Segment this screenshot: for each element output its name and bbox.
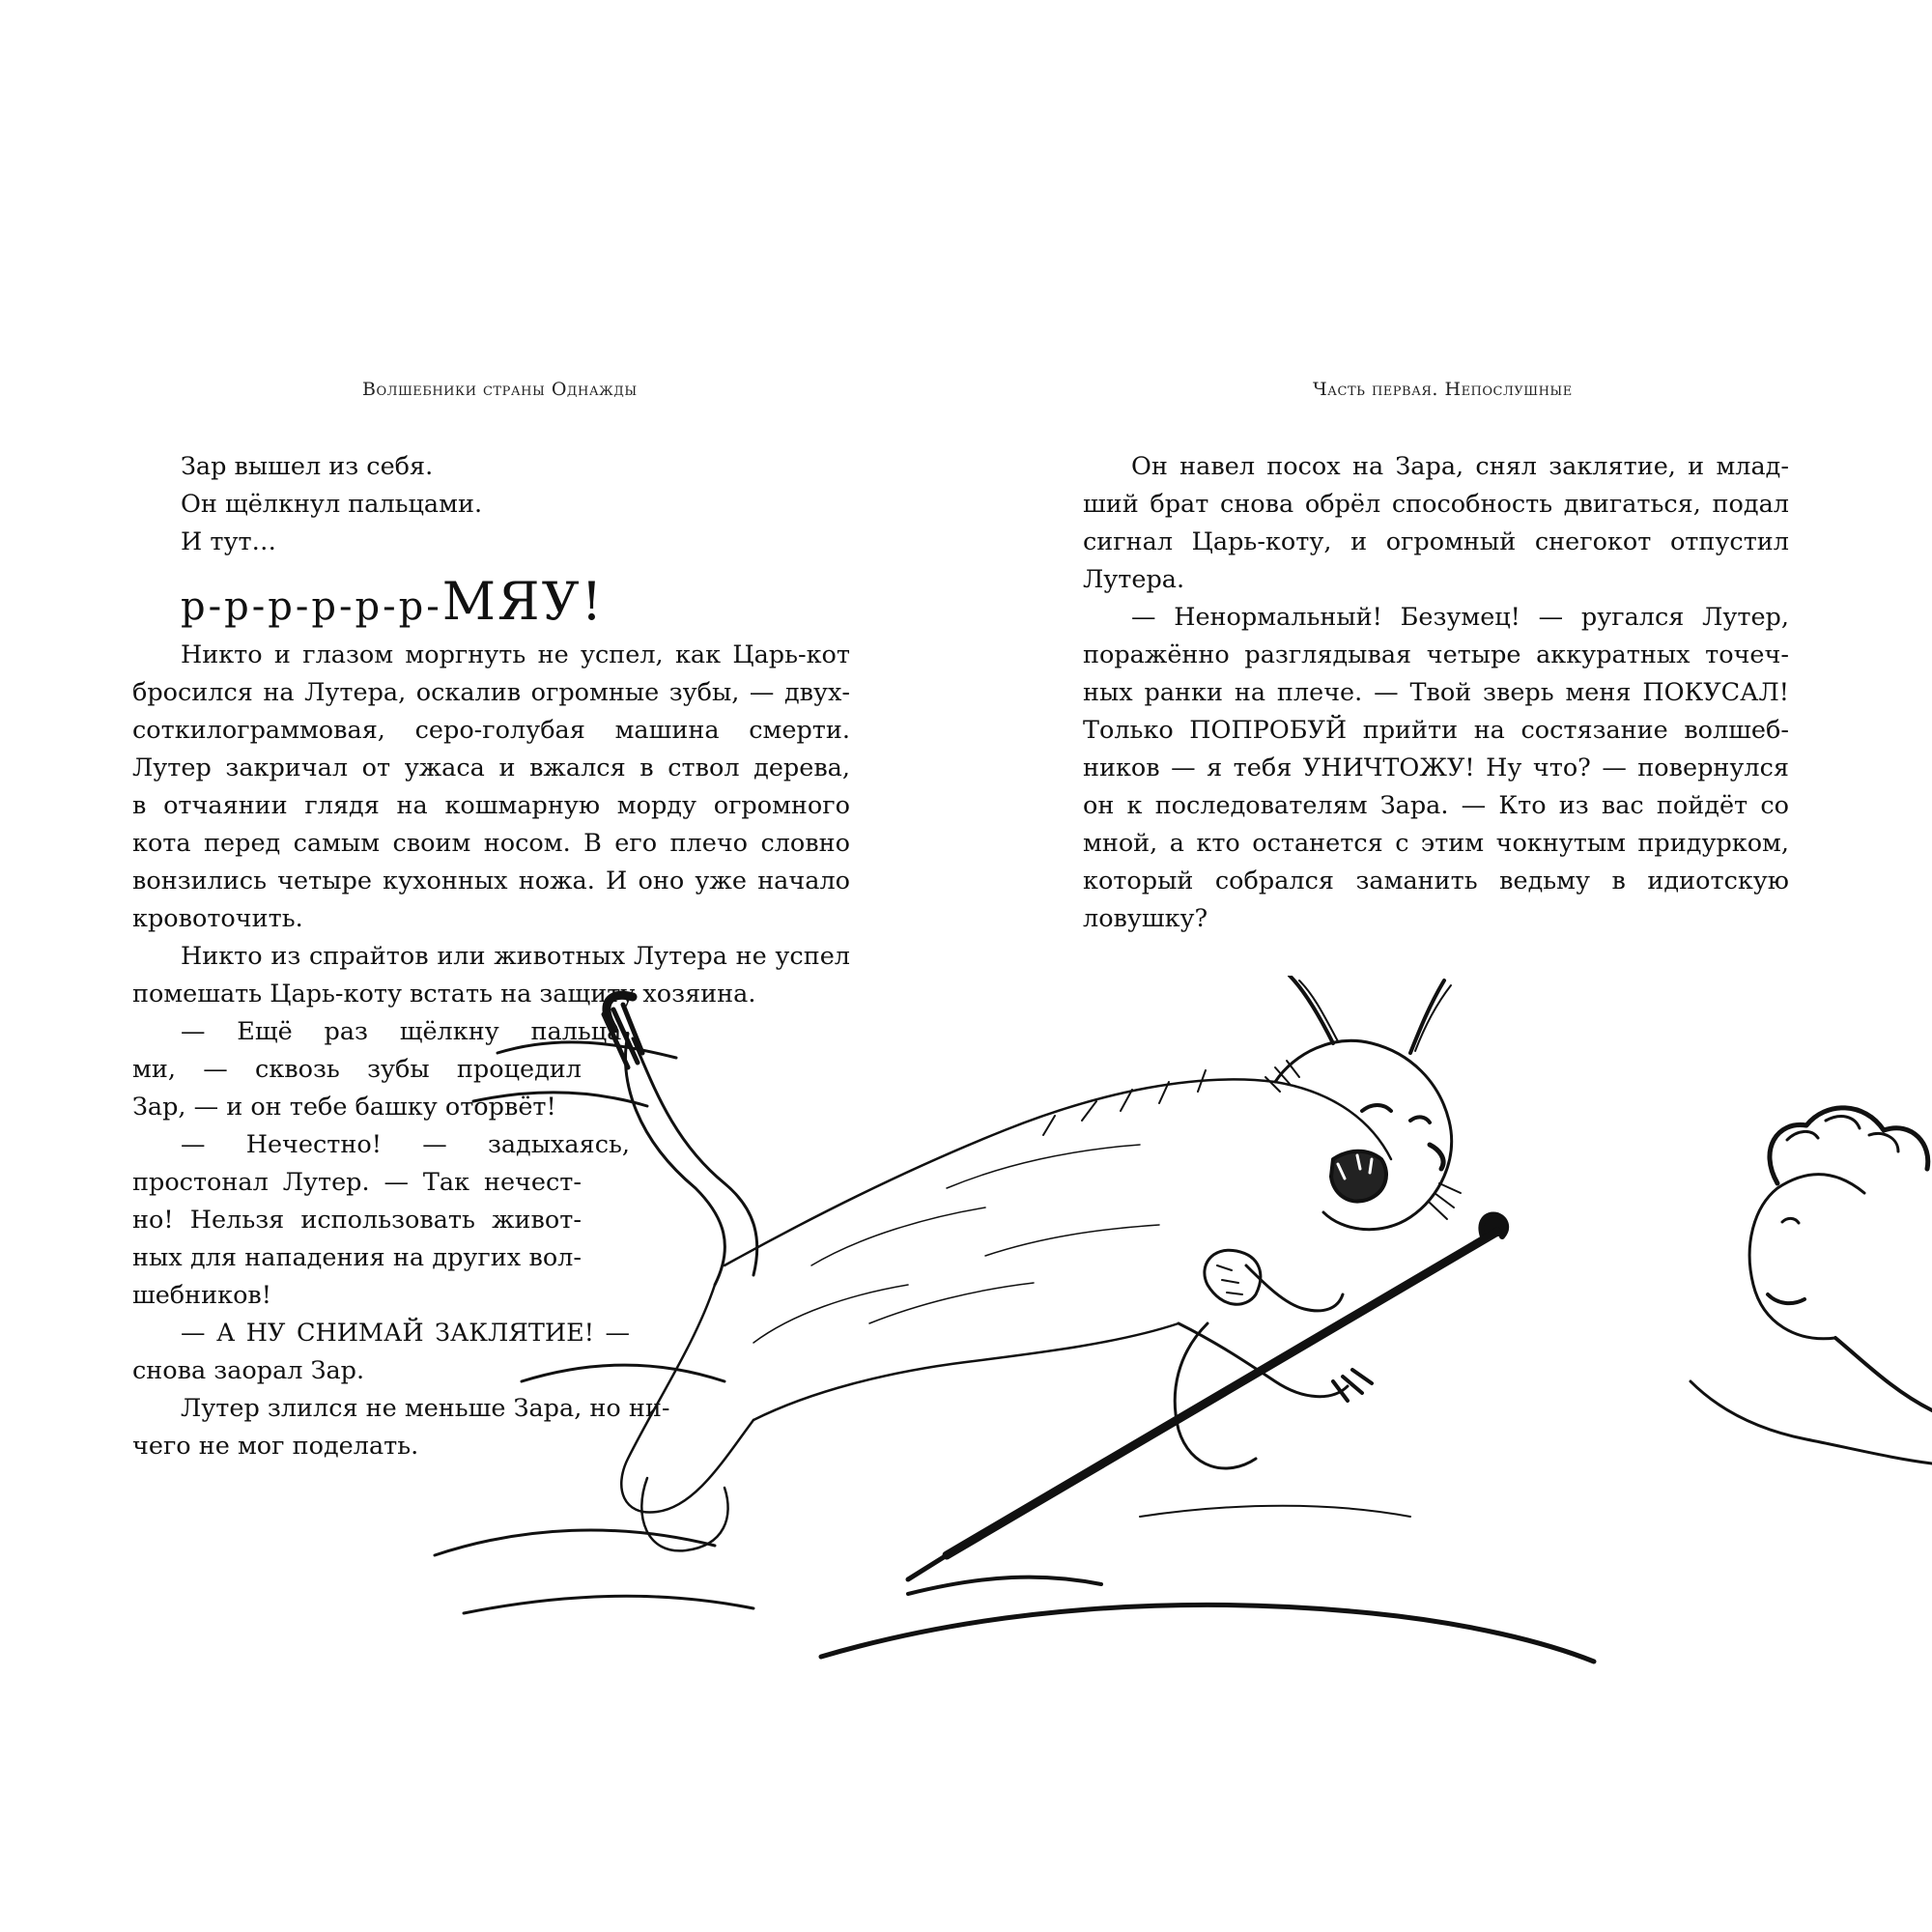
text-line: помешать Царь-коту встать на защиту хозяина. xyxy=(132,980,756,1009)
lynx-attack-illustration xyxy=(406,976,1932,1671)
right-body-text xyxy=(1083,448,1789,938)
text-line: ловушку? xyxy=(1083,904,1208,933)
text-line: мной, а кто останется с этим чокнутым придурком, xyxy=(1083,829,1789,858)
text-line: вонзились четыре кухонных ножа. И оно уже начало xyxy=(132,867,850,895)
text-line: Только ПОПРОБУЙ прийти на состязание волшеб- xyxy=(1083,716,1789,745)
text-line: Зар, — и он тебе башку оторвёт! xyxy=(132,1093,556,1122)
text-line: поражённо разглядывая четыре аккуратных точеч- xyxy=(1083,640,1789,669)
text-line: Зар вышел из себя. xyxy=(181,452,434,481)
text-line: снова заорал Зар. xyxy=(132,1356,365,1385)
speed-lines xyxy=(435,1042,1594,1662)
boy-hands xyxy=(1175,1250,1261,1468)
lynx-tail xyxy=(604,995,757,1285)
text-line: который собрался заманить ведьму в идиотскую xyxy=(1083,867,1789,895)
text-line: в отчаянии глядя на кошмарную морду огромного xyxy=(132,791,850,820)
text-line: Никто и глазом моргнуть не успел, как Царь-кот xyxy=(181,640,850,669)
text-line: простонал Лутер. — Так нечест- xyxy=(132,1168,582,1197)
text-line: бросился на Лутера, оскалив огромные зубы, — двух- xyxy=(132,678,850,707)
text-line: ных ранки на плече. — Твой зверь меня ПОКУСАЛ! xyxy=(1083,678,1789,707)
text-line: — А НУ СНИМАЙ ЗАКЛЯТИЕ! — xyxy=(181,1319,630,1348)
text-line: Лутер злился не меньше Зара, но ни- xyxy=(181,1394,670,1423)
text-line: сигнал Царь-коту, и огромный снегокот отпустил xyxy=(1083,527,1789,556)
text-line: он к последователям Зара. — Кто из вас пойдёт со xyxy=(1083,791,1789,820)
text-line: но! Нельзя использовать живот- xyxy=(132,1206,582,1235)
lynx-head xyxy=(1265,976,1461,1230)
text-line: — Ещё раз щёлкну пальца- xyxy=(181,1017,630,1046)
boy-figure xyxy=(1690,1108,1932,1463)
text-line: ший брат снова обрёл способность двигаться, подал xyxy=(1083,490,1789,519)
text-line: Лутер закричал от ужаса и вжался в ствол дерева, xyxy=(132,753,850,782)
sound-effect-growl: р-р-р-р-р-р- xyxy=(181,584,442,629)
text-line: Никто из спрайтов или животных Лутера не успел xyxy=(181,942,850,971)
sound-effect-meow: МЯУ! xyxy=(441,571,605,632)
lynx-body xyxy=(621,1070,1391,1550)
sound-effect-heading xyxy=(132,564,850,639)
text-line: кота перед самым своим носом. В его плечо словно xyxy=(132,829,850,858)
text-line: ми, — сквозь зубы процедил xyxy=(132,1055,582,1084)
text-line: И тут… xyxy=(181,527,277,556)
text-line: — Ненормальный! Безумец! — ругался Лутер, xyxy=(1131,603,1789,632)
text-line: кровоточить. xyxy=(132,904,303,933)
text-line: чего не мог поделать. xyxy=(132,1432,419,1461)
text-line: Он щёлкнул пальцами. xyxy=(181,490,483,519)
text-line: Он навел посох на Зара, снял заклятие, и млад- xyxy=(1131,452,1789,481)
text-line: шебников! xyxy=(132,1281,272,1310)
text-line: — Нечестно! — задыхаясь, xyxy=(181,1130,630,1159)
text-line: Лутера. xyxy=(1083,565,1185,594)
text-line: соткилограммовая, серо-голубая машина смерти. xyxy=(132,716,850,745)
right-running-head: Часть первая. Непослушные xyxy=(1313,379,1573,400)
left-running-head: Волшебники страны Однажды xyxy=(362,379,638,400)
text-line: ных для нападения на других вол- xyxy=(132,1243,582,1272)
text-line: ников — я тебя УНИЧТОЖУ! Ну что? — повернулся xyxy=(1083,753,1789,782)
boy-staff xyxy=(908,1214,1506,1579)
